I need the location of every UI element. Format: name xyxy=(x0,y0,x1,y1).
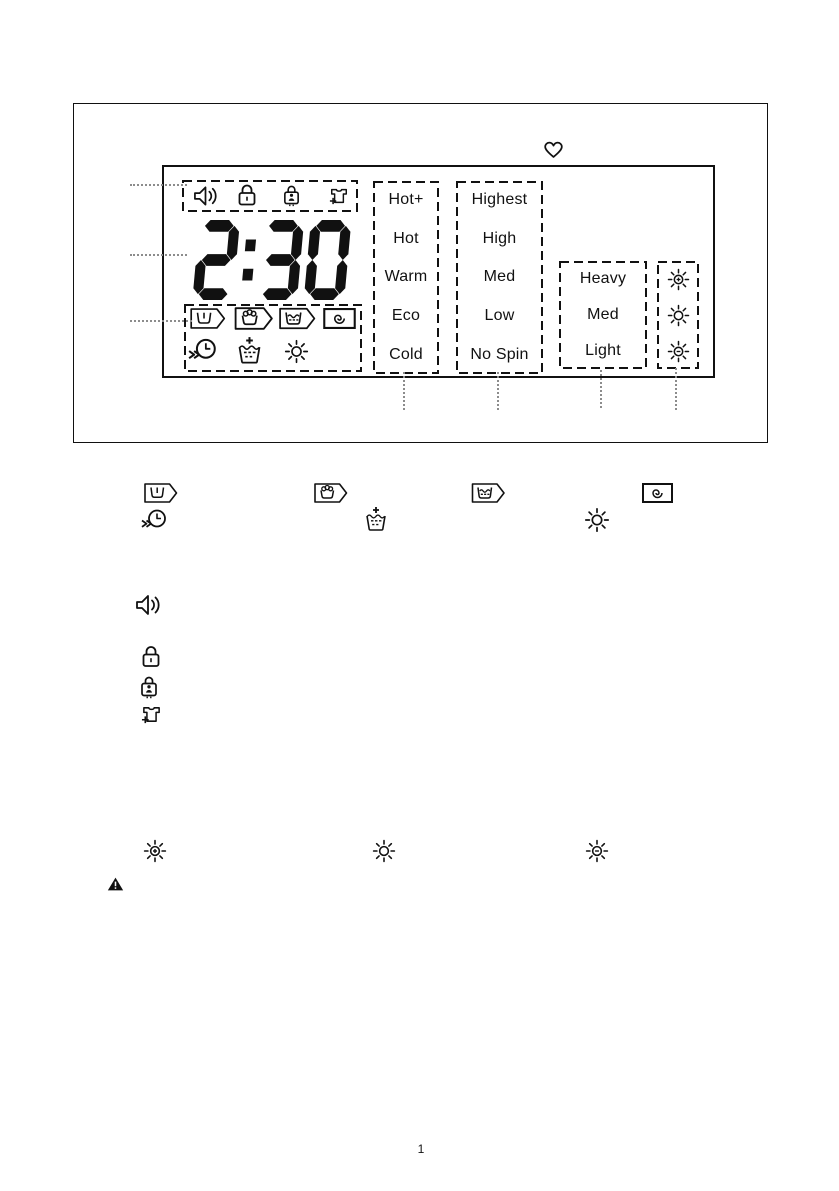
spin-option-list xyxy=(456,181,543,374)
wash-tub-icon xyxy=(190,308,226,329)
time-remaining-display xyxy=(192,220,354,300)
extra-detergent-icon xyxy=(236,336,263,366)
temp-option-eco: Eco xyxy=(391,307,421,325)
control-panel-display xyxy=(162,165,715,378)
temperature-option-list xyxy=(373,181,439,374)
soil-sun-icon-group xyxy=(657,261,699,369)
callout-line-temperature xyxy=(403,372,405,410)
warning-icon xyxy=(107,876,124,892)
dry-icon xyxy=(583,506,611,534)
spin-option-highest: Highest xyxy=(471,191,528,209)
rinse-icon xyxy=(279,307,316,330)
wash-icon xyxy=(234,307,274,330)
leader-line-time xyxy=(130,254,187,256)
sun-plus-icon xyxy=(666,267,691,292)
temp-option-hot-plus: Hot+ xyxy=(388,191,424,209)
child-lock-icon xyxy=(139,675,159,699)
control-lock-icon xyxy=(141,645,161,669)
page-number: 1 xyxy=(417,1142,425,1156)
spin-option-no-spin: No Spin xyxy=(470,345,529,363)
soil-option-list xyxy=(559,261,647,369)
callout-line-soil-suns xyxy=(675,368,677,410)
soil-option-light: Light xyxy=(585,342,621,359)
child-lock-icon xyxy=(282,183,301,208)
spin-option-low: Low xyxy=(484,307,515,325)
spin-option-high: High xyxy=(482,229,517,247)
leader-line-status xyxy=(130,184,187,186)
temp-option-hot: Hot xyxy=(393,229,419,247)
sun-minus-icon xyxy=(584,838,610,864)
rinse-icon xyxy=(471,483,506,503)
delay-end-icon xyxy=(141,509,167,531)
add-garment-icon xyxy=(140,704,163,725)
soil-option-med: Med xyxy=(587,306,619,323)
delay-end-icon xyxy=(188,338,217,363)
leader-line-cycle xyxy=(130,320,192,322)
wash-tub-icon xyxy=(144,483,178,503)
dry-icon xyxy=(283,338,310,365)
wash-icon xyxy=(314,483,348,503)
control-lock-icon xyxy=(237,183,257,208)
temp-option-warm: Warm xyxy=(384,268,428,286)
volume-icon xyxy=(193,185,218,207)
heart-icon xyxy=(543,140,564,159)
sun-plus-icon xyxy=(142,838,168,864)
temp-option-cold: Cold xyxy=(389,345,423,363)
volume-icon xyxy=(135,594,161,616)
add-garment-icon xyxy=(328,186,350,206)
callout-line-spin xyxy=(497,372,499,410)
callout-line-soil xyxy=(600,370,602,408)
sun-icon xyxy=(666,303,691,328)
sun-minus-icon xyxy=(666,339,691,364)
spin-option-med: Med xyxy=(483,268,516,286)
sun-icon xyxy=(371,838,397,864)
extra-detergent-icon xyxy=(364,506,388,533)
spin-icon xyxy=(642,483,673,503)
spin-icon xyxy=(323,308,356,329)
soil-option-heavy: Heavy xyxy=(579,270,627,287)
